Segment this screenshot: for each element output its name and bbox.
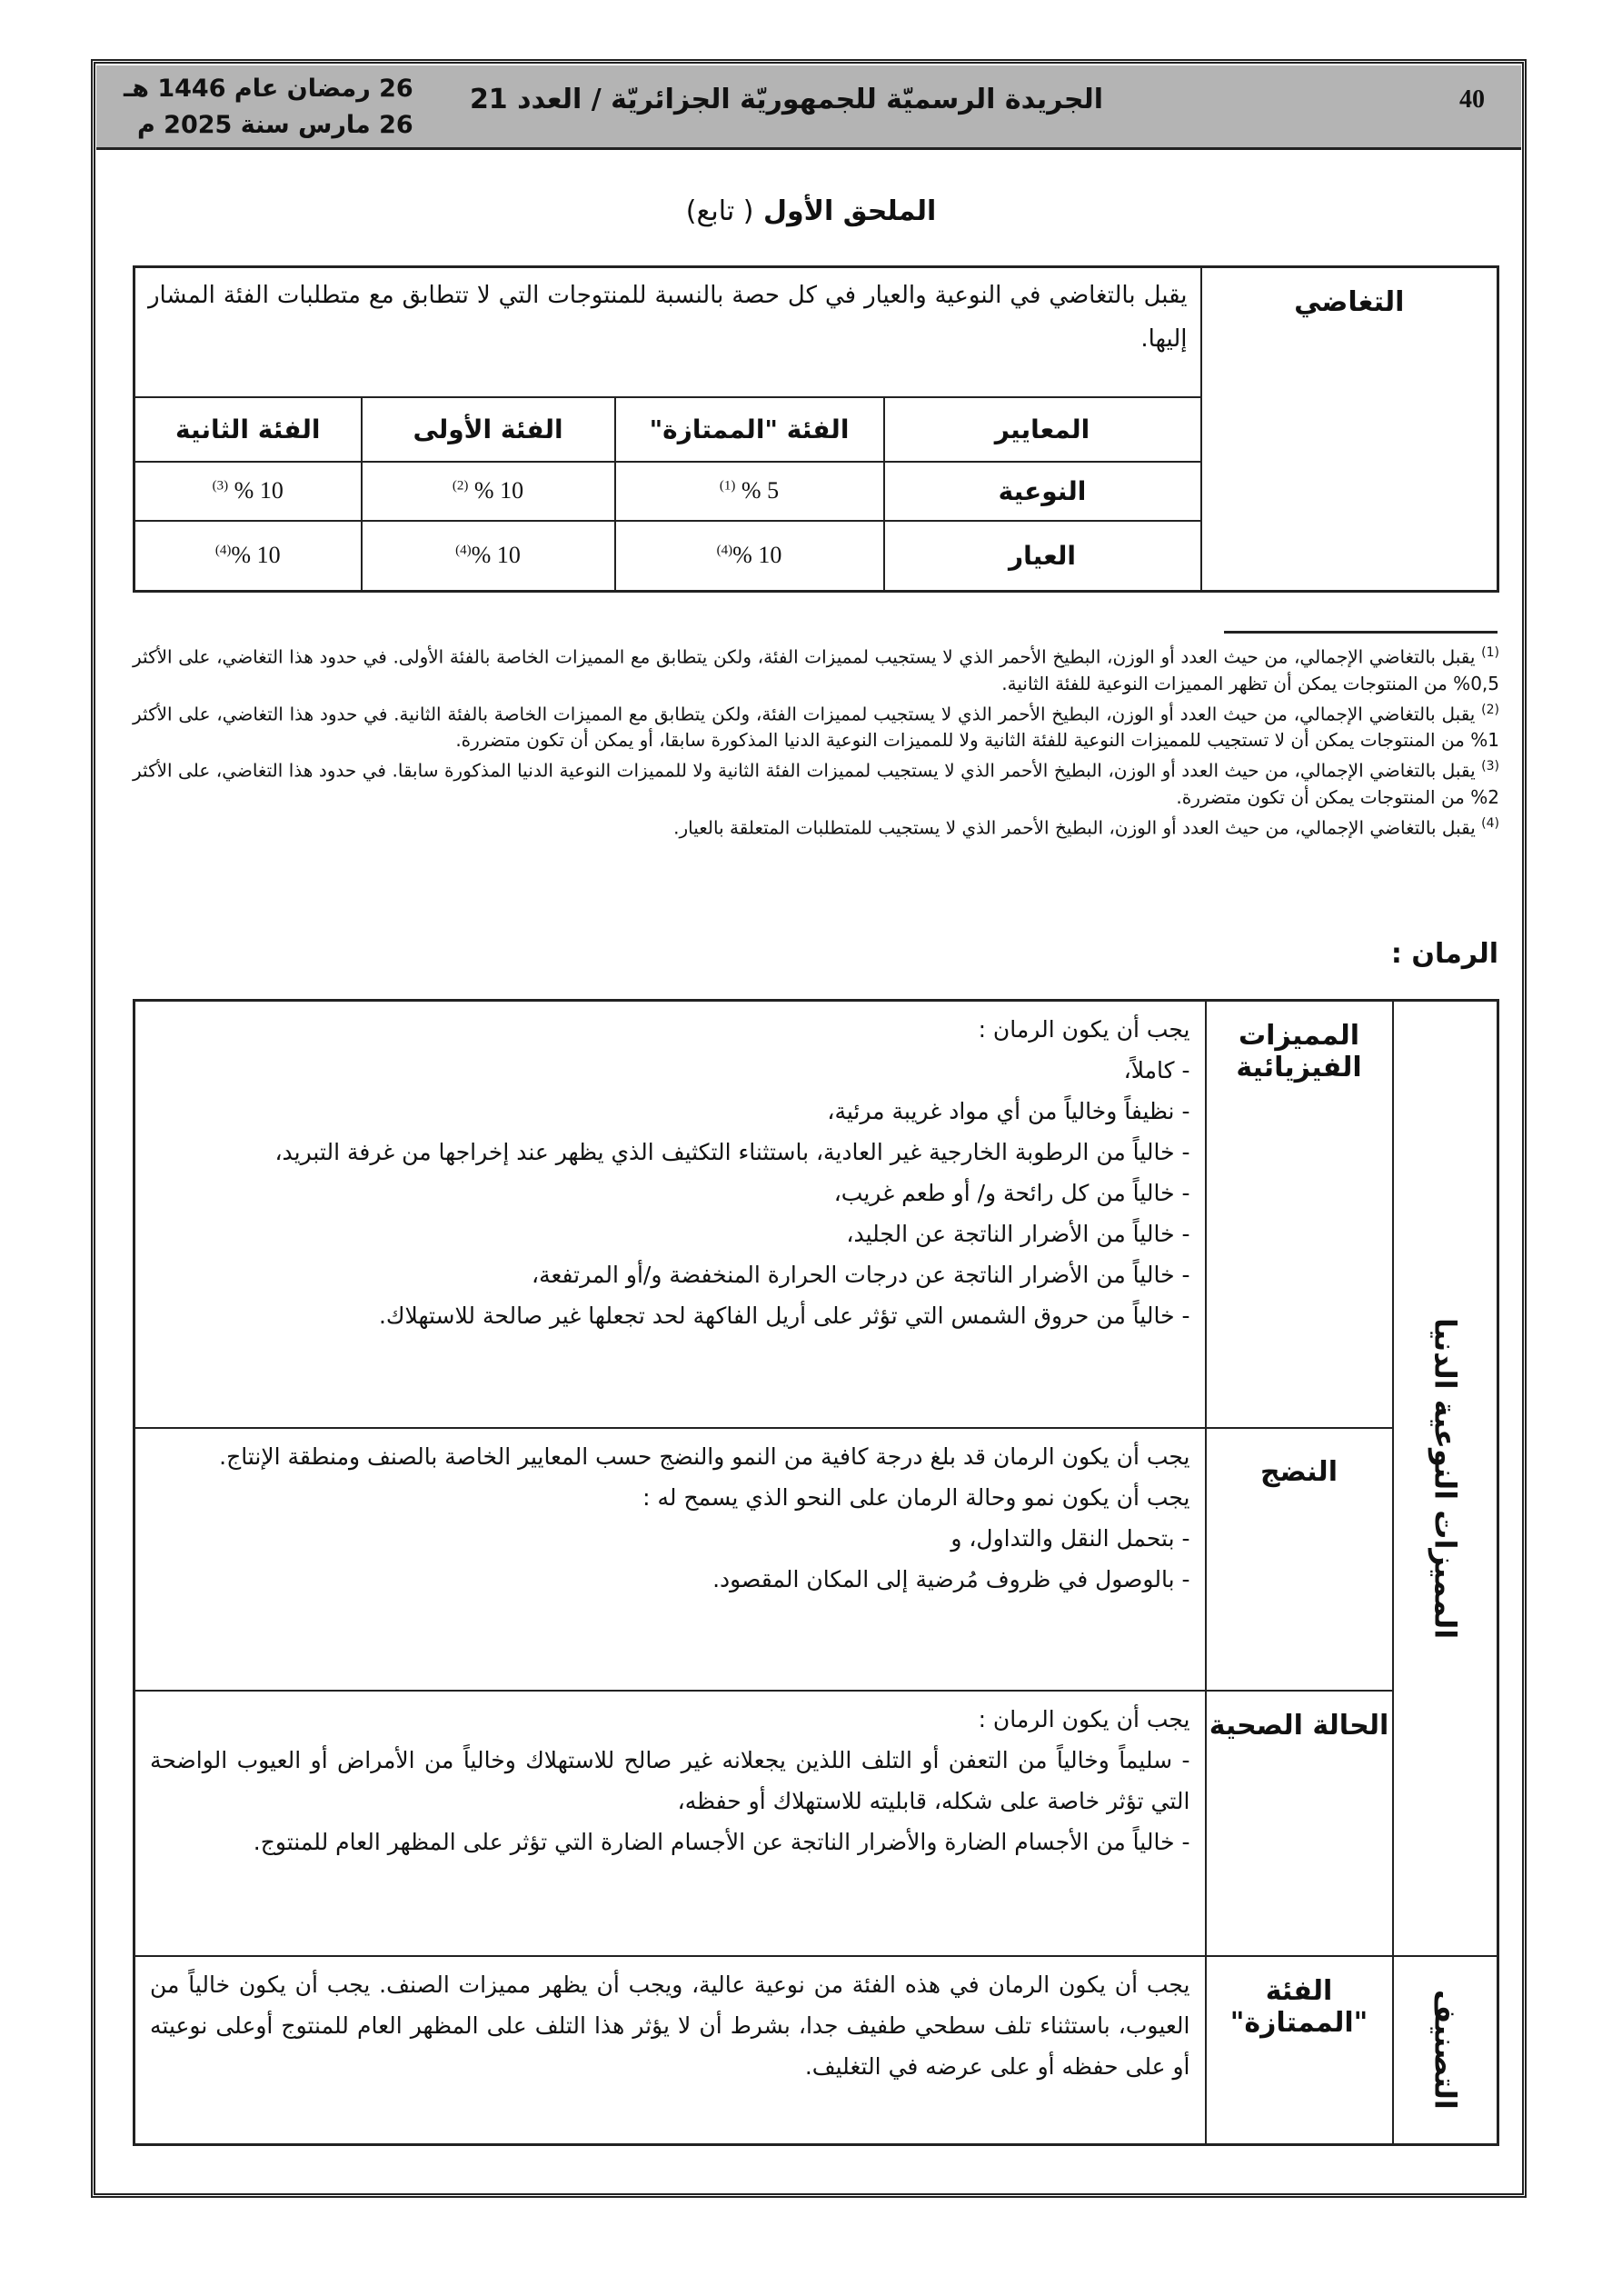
gazette-title: الجريدة الرسميّة للجمهوريّة الجزائريّة / العدد 21 xyxy=(469,84,1103,115)
footnote: $^{(4)}$ يقبل بالتغاضي الإجمالي، من حيث العدد أو الوزن، البطيخ الأحمر الذي لا يستجيب للمتطلبات المتعلقة بالعيار. xyxy=(673,815,1499,839)
tolerance-table xyxy=(133,265,1499,593)
section-heading: الرمان : xyxy=(1390,938,1498,970)
annex-suffix: ( تابع) xyxy=(685,195,754,227)
cell: 10 %$^{(4)}$ xyxy=(615,521,884,592)
tolerance-text: يقبل بالتغاضي في النوعية والعيار في كل حصة بالنسبة للمنتوجات التي لا تتطابق مع متطلبات الفئة المشار إليها. xyxy=(134,267,1201,397)
row-label: النوعية xyxy=(884,462,1201,521)
annex-title xyxy=(0,195,1622,227)
col-header: الفئة "الممتازة" xyxy=(615,397,884,462)
health-text: يجب أن يكون الرمان : - سليماً وخالياً من التعفن أو التلف اللذين يجعلانه غير صالح للاستهلاك وخالياً من الأمراض أو العيوب الواضحة التي تؤثر خاصة على شكله، قابليته للاستهلاك أو حفظه، - خالياً من الأجسام الضارة والأضرار الناتجة عن الأجسام الضارة التي تؤثر على المظهر العام للمنتوج. xyxy=(134,1691,1206,1956)
row-label: الفئة "الممتازة" xyxy=(1206,1956,1393,2145)
footnote: $^{(2)}$ يقبل بالتغاضي الإجمالي، من حيث العدد أو الوزن، البطيخ الأحمر الذي لا يستجيب لمميزات الفئة، ولكن يتطابق مع المميزات الخاصة بالفئة الثانية. في حدود هذا التغاضي، على الأكثر 1% من المنتوجات يمكن أن لا تستجيب للمميزات النوعية للفئة الثانية ولا للمميزات النوعية الدنيا المذكورة سابقا، أو يمكن أن تكون متضررة. xyxy=(133,702,1499,752)
cell: 10 % $^{(2)}$ xyxy=(362,462,615,521)
ripeness-text: يجب أن يكون الرمان قد بلغ درجة كافية من النمو والنضج حسب المعايير الخاصة بالصنف ومنطقة الإنتاج. يجب أن يكون نمو وحالة الرمان على النحو الذي يسمح له : - بتحمل النقل والتداول، و - بالوصول في ظروف مُرضية إلى المكان المقصود. xyxy=(134,1428,1206,1691)
tolerance-label: التغاضي xyxy=(1201,267,1498,592)
row-label: الحالة الصحية xyxy=(1206,1691,1393,1956)
footnote: $^{(1)}$ يقبل بالتغاضي الإجمالي، من حيث العدد أو الوزن، البطيخ الأحمر الذي لا يستجيب لمميزات الفئة، ولكن يتطابق مع المميزات الخاصة بالفئة الأولى. في حدود هذا التغاضي، على الأكثر 0,5% من المنتوجات يمكن أن تظهر المميزات النوعية للفئة الثانية. xyxy=(133,645,1500,694)
row-label: النضج xyxy=(1206,1428,1393,1691)
footnote-separator xyxy=(1224,631,1498,634)
pomegranate-table xyxy=(133,999,1499,2146)
group-min-label: المميزات النوعية الدنيا xyxy=(1393,1001,1498,1956)
group-class-label: التصنيف xyxy=(1393,1956,1498,2145)
cell: 10 %$^{(4)}$ xyxy=(362,521,615,592)
header-date xyxy=(124,71,413,144)
date-hijri: 26 رمضان عام 1446 هـ xyxy=(124,75,413,103)
physical-text: يجب أن يكون الرمان : - كاملاً، - نظيفاً وخالياً من أي مواد غريبة مرئية، - خالياً من الرطوبة الخارجية غير العادية، باستثناء التكثيف الذي يظهر عند إخراجها من غرفة التبريد، - خالياً من كل رائحة و/ أو طعم غريب، - خالياً من الأضرار الناتجة عن الجليد، - خالياً من الأضرار الناتجة عن درجات الحرارة المنخفضة و/أو المرتفعة، - خالياً من حروق الشمس التي تؤثر على أريل الفاكهة لحد تجعلها غير صالحة للاستهلاك. xyxy=(134,1001,1206,1428)
annex-title-text: الملحق الأول xyxy=(762,195,937,227)
page-header xyxy=(96,65,1521,150)
date-gregorian: 26 مارس سنة 2025 م xyxy=(136,111,413,139)
col-header: الفئة الأولى xyxy=(362,397,615,462)
cell: 10 %$^{(4)}$ xyxy=(134,521,362,592)
footnotes xyxy=(133,640,1499,842)
page-number: 40 xyxy=(1459,85,1485,114)
col-header: المعايير xyxy=(884,397,1201,462)
footnote: $^{(3)}$ يقبل بالتغاضي الإجمالي، من حيث العدد أو الوزن، البطيخ الأحمر الذي لا يستجيب لمميزات الفئة الثانية ولا للمميزات النوعية الدنيا المذكورة سابقا. في حدود هذا التغاضي، على الأكثر 2% من المنتوجات يمكن أن تكون متضررة. xyxy=(133,759,1499,808)
row-label: العيار xyxy=(884,521,1201,592)
cell: 10 % $^{(3)}$ xyxy=(134,462,362,521)
col-header: الفئة الثانية xyxy=(134,397,362,462)
cell: 5 % $^{(1)}$ xyxy=(615,462,884,521)
row-label: المميزات الفيزيائية xyxy=(1206,1001,1393,1428)
extra-text: يجب أن يكون الرمان في هذه الفئة من نوعية عالية، ويجب أن يظهر مميزات الصنف. يجب أن يكون خالياً من العيوب، باستثناء تلف سطحي طفيف جدا، بشرط أن لا يؤثر هذا التلف على المظهر العام للمنتوج أوعلى نوعيته أو على حفظه أو على عرضه في التغليف. xyxy=(134,1956,1206,2145)
